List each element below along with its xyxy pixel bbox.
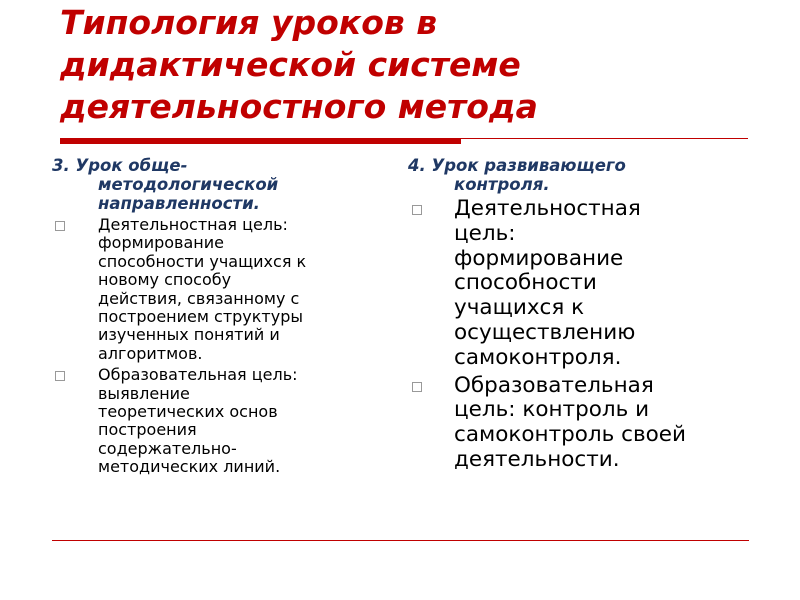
text-line: Деятельностная xyxy=(454,196,641,221)
text-line: методических линий. xyxy=(98,457,281,477)
text-line: осуществлению xyxy=(454,319,636,345)
title-line: дидактической системе xyxy=(60,45,521,84)
right-bullet-list xyxy=(408,197,753,473)
list-item-text xyxy=(454,197,753,371)
title-underline-thick xyxy=(60,138,461,144)
text-line: цель: xyxy=(454,220,516,246)
heading-line: контроля. xyxy=(454,175,550,194)
heading-line: методологической xyxy=(98,175,279,194)
text-line: учащихся к xyxy=(454,295,585,321)
title-line: деятельностного метода xyxy=(60,87,538,126)
text-line: способности xyxy=(454,270,597,296)
title-line: Типология уроков в xyxy=(60,3,438,42)
slide-title xyxy=(60,2,760,128)
right-column-heading xyxy=(408,156,753,194)
text-line: самоконтроля. xyxy=(454,344,622,370)
bottom-divider xyxy=(52,540,749,541)
list-item-text xyxy=(454,374,753,473)
title-underline-thin xyxy=(461,138,748,139)
square-bullet-icon xyxy=(412,382,422,392)
text-line: цель: контроль и xyxy=(454,397,650,423)
text-line: изученных понятий и xyxy=(98,325,280,345)
text-line: самоконтроль своей xyxy=(454,422,686,448)
text-line: способности учащихся к xyxy=(98,251,307,271)
text-line: содержательно- xyxy=(98,438,237,458)
text-line: выявление xyxy=(98,383,190,403)
list-item-educational-goal xyxy=(52,366,392,476)
square-bullet-icon xyxy=(55,221,65,231)
text-line: новому способу xyxy=(98,270,232,290)
text-line: Образовательная xyxy=(454,372,654,398)
right-column xyxy=(408,156,753,473)
text-line: деятельности. xyxy=(454,446,620,472)
list-item-educational-goal xyxy=(408,374,753,473)
text-line: формирование xyxy=(454,245,624,271)
heading-line: направленности. xyxy=(98,194,260,213)
text-line: алгоритмов. xyxy=(98,343,203,363)
text-line: построением структуры xyxy=(98,307,303,327)
list-item-activity-goal xyxy=(408,197,753,371)
text-line: действия, связанному с xyxy=(98,288,300,308)
left-bullet-list xyxy=(52,216,392,477)
text-line: теоретических основ xyxy=(98,402,278,422)
heading-line: 4. Урок развивающего xyxy=(408,156,626,175)
square-bullet-icon xyxy=(55,371,65,381)
heading-line: 3. Урок обще- xyxy=(52,156,188,175)
text-line: Деятельностная цель: xyxy=(98,215,288,234)
text-line: Образовательная цель: xyxy=(98,365,298,385)
text-line: формирование xyxy=(98,233,224,253)
left-column-heading xyxy=(52,156,392,213)
list-item-text xyxy=(98,366,392,476)
list-item-activity-goal xyxy=(52,216,392,363)
text-line: построения xyxy=(98,420,197,440)
square-bullet-icon xyxy=(412,205,422,215)
left-column xyxy=(52,156,392,477)
list-item-text xyxy=(98,216,392,363)
